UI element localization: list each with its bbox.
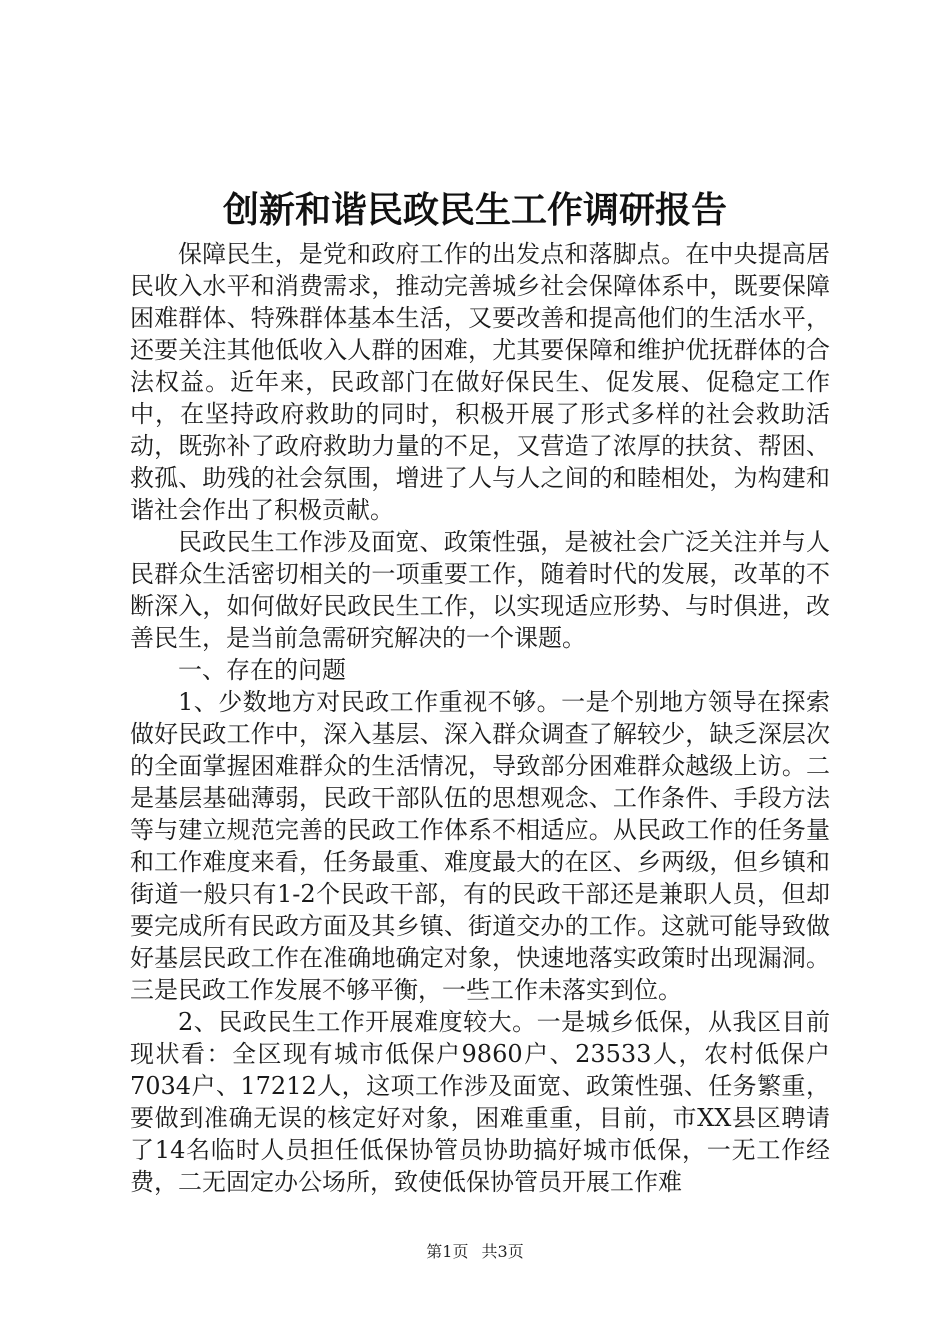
- paragraph-background: 民政民生工作涉及面宽、政策性强，是被社会广泛关注并与人民群众生活密切相关的一项重要工作，随着时代的发展，改革的不断深入，如何做好民政民生工作，以实现适应形势、与时俱进，改善民生，是当前急需研究解决的一个课题。: [130, 528, 830, 652]
- page-number: 第1页: [426, 1242, 469, 1261]
- document-body: [130, 238, 830, 1198]
- paragraph-intro: 保障民生，是党和政府工作的出发点和落脚点。在中央提高居民收入水平和消费需求，推动完善城乡社会保障体系中，既要保障困难群体、特殊群体基本生活，又要改善和提高他们的生活水平，还要关注其他低收入人群的困难，尤其要保障和维护优抚群体的合法权益。近年来，民政部门在做好保民生、促发展、促稳定工作中，在坚持政府救助的同时，积极开展了形式多样的社会救助活动，既弥补了政府救助力量的不足，又营造了浓厚的扶贫、帮困、救孤、助残的社会氛围，增进了人与人之间的和睦相处，为构建和谐社会作出了积极贡献。: [130, 240, 830, 524]
- paragraph-problem-2: 2、民政民生工作开展难度较大。一是城乡低保，从我区目前现状看：全区现有城市低保户9860户、23533人，农村低保户7034户、17212人，这项工作涉及面宽、政策性强、任务繁重，要做到准确无误的核定好对象，困难重重，目前，市XX县区聘请了14名临时人员担任低保协管员协助搞好城市低保，一无工作经费，二无固定办公场所，致使低保协管员开展工作难: [130, 1008, 830, 1196]
- section-heading-problems: 一、存在的问题: [178, 656, 346, 684]
- page-total: 共3页: [481, 1242, 524, 1261]
- document-title: 创新和谐民政民生工作调研报告: [222, 189, 727, 231]
- paragraph-problem-1: 1、少数地方对民政工作重视不够。一是个别地方领导在探索做好民政工作中，深入基层、深入群众调查了解较少，缺乏深层次的全面掌握困难群众的生活情况，导致部分困难群众越级上访。二是基层基础薄弱，民政干部队伍的思想观念、工作条件、手段方法等与建立规范完善的民政工作体系不相适应。从民政工作的任务量和工作难度来看，任务最重、难度最大的在区、乡两级，但乡镇和街道一般只有1-2个民政干部，有的民政干部还是兼职人员，但却要完成所有民政方面及其乡镇、街道交办的工作。这就可能导致做好基层民政工作在准确地确定对象，快速地落实政策时出现漏洞。三是民政工作发展不够平衡，一些工作未落实到位。: [130, 688, 830, 1004]
- page-footer: [0, 1242, 950, 1262]
